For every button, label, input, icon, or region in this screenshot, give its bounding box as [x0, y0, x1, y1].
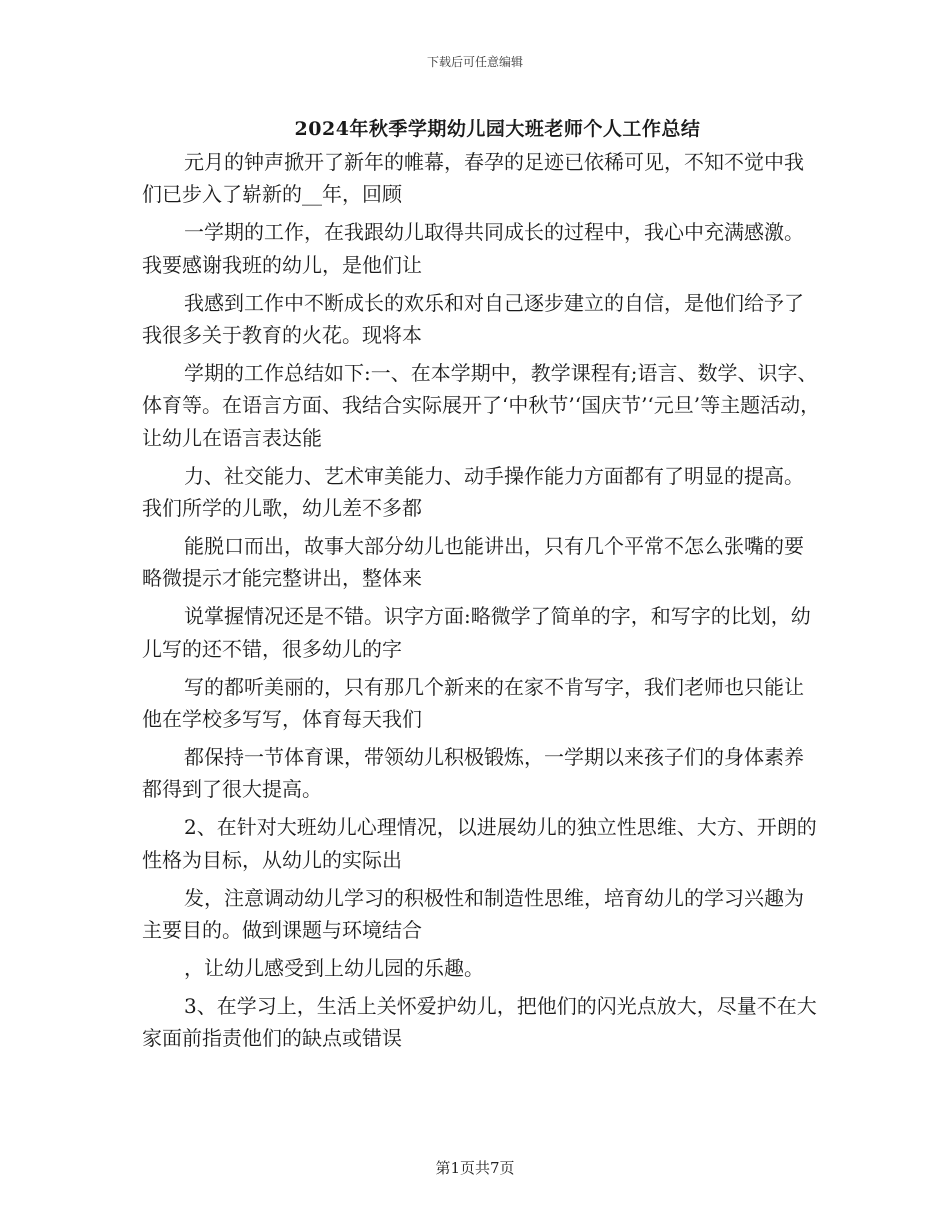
document-title: 2024年秋季学期幼儿园大班老师个人工作总结 — [294, 118, 701, 140]
paragraph: 能脱口而出，故事大部分幼儿也能讲出，只有几个平常不怎么张嘴的要略微提示才能完整讲出，整体来 — [142, 533, 804, 591]
paragraph: 说掌握情况还是不错。识字方面:略微学了简单的字，和写字的比划，幼儿写的还不错，很多幼儿的字 — [142, 604, 811, 661]
paragraph: 力、社交能力、艺术审美能力、动手操作能力方面都有了明显的提高。我们所学的儿歌，幼儿差不多都 — [142, 463, 804, 521]
page-indicator: 第1页共7页 — [435, 1159, 515, 1177]
paragraph: 2、在针对大班幼儿心理情况，以进展幼儿的独立性思维、大方、开朗的性格为目标，从幼儿的实际出 — [142, 815, 817, 872]
paragraph: 一学期的工作，在我跟幼儿取得共同成长的过程中，我心中充满感激。我要感谢我班的幼儿，是他们让 — [142, 220, 804, 277]
paragraph: 元月的钟声掀开了新年的帷幕，春孕的足迹已依稀可见，不知不觉中我们已步入了崭新的__年，回顾 — [142, 150, 804, 207]
paragraph: 3、在学习上，生活上关怀爱护幼儿，把他们的闪光点放大，尽量不在大家面前指责他们的缺点或错误 — [142, 993, 817, 1051]
paragraph: 都保持一节体育课，带领幼儿积极锻炼，一学期以来孩子们的身体素养都得到了很大提高。 — [142, 744, 804, 802]
paragraph: 发，注意调动幼儿学习的积极性和制造性思维，培育幼儿的学习兴趣为主要目的。做到课题与环境结合 — [142, 885, 804, 942]
paragraph: ，让幼儿感受到上幼儿园的乐趣。 — [184, 955, 484, 980]
document-body — [142, 146, 822, 1060]
paragraph: 我感到工作中不断成长的欢乐和对自己逐步建立的自信，是他们给予了我很多关于教育的火花。现将本 — [142, 290, 804, 348]
header-note: 下载后可任意编辑 — [426, 55, 523, 69]
paragraph: 写的都听美丽的，只有那几个新来的在家不肯写字，我们老师也只能让他在学校多写写，体育每天我们 — [142, 674, 804, 731]
paragraph: 学期的工作总结如下:一、在本学期中，教学课程有;语言、数学、识字、体育等。在语言方面、我结合实际展开了‘中秋节’‘国庆节’‘元旦’等主题活动，让幼儿在语言表达能 — [142, 360, 821, 450]
